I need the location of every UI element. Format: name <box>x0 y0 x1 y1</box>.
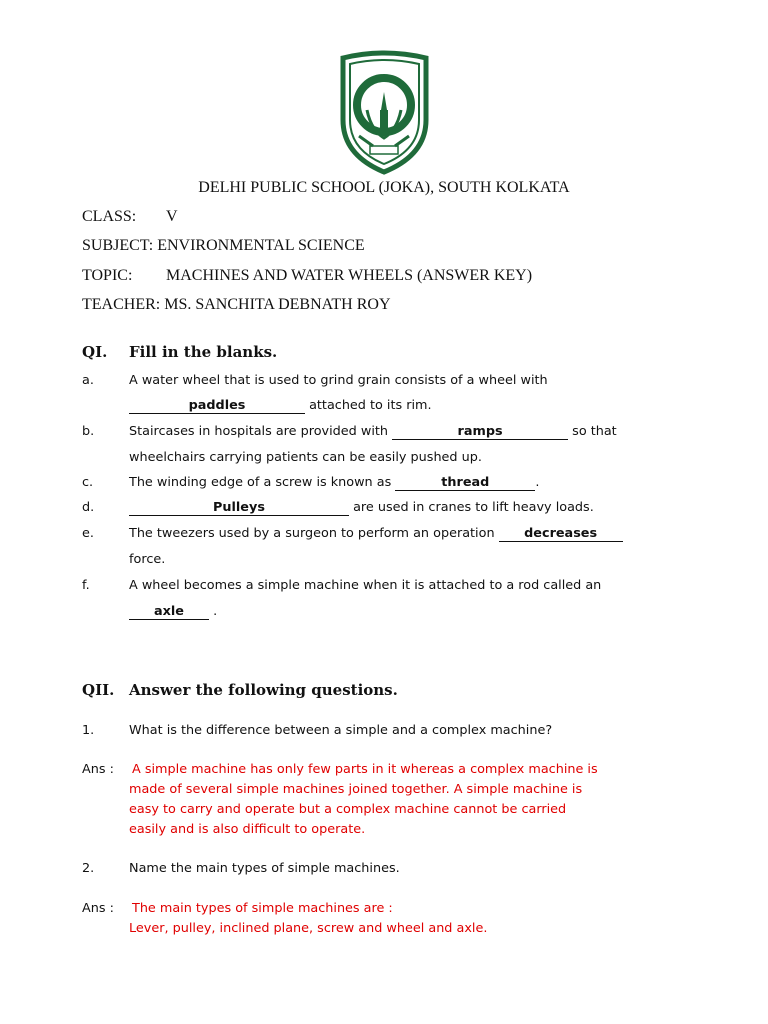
item-a-label: a. <box>82 373 94 388</box>
q1-ans-label: Ans : <box>82 762 114 777</box>
item-b-label: b. <box>82 424 95 439</box>
item-a-post: attached to its rim. <box>305 398 432 413</box>
item-f-blank: axle <box>129 605 209 620</box>
q2-answer <box>129 899 487 939</box>
q2-answer-line-1: The main types of simple machines are : <box>132 901 393 916</box>
topic-label: TOPIC: <box>82 267 133 284</box>
q1-answer-line-4: easily and is also difficult to operate. <box>129 822 366 837</box>
item-f-label: f. <box>82 578 90 593</box>
item-c-line <box>129 475 539 491</box>
q1-answer-line-3: easy to carry and operate but a complex machine cannot be carried <box>129 802 567 817</box>
section2-heading <box>82 681 398 699</box>
item-d-label: d. <box>82 500 95 515</box>
item-a-text: A water wheel that is used to grind grain consists of a wheel with <box>129 373 548 388</box>
q1-label: 1. <box>82 723 95 738</box>
item-a-line2 <box>129 398 432 414</box>
q1-answer <box>129 760 598 840</box>
item-d-line <box>129 500 594 516</box>
class-label: CLASS: <box>82 208 137 225</box>
item-b-line1 <box>129 424 617 440</box>
item-e-line1 <box>129 526 623 542</box>
item-f-text: A wheel becomes a simple machine when it is attached to a rod called an <box>129 578 602 593</box>
q2-ans-label: Ans : <box>82 901 114 916</box>
item-c-label: c. <box>82 475 94 490</box>
item-e-line2: force. <box>129 552 166 567</box>
school-name: DELHI PUBLIC SCHOOL (JOKA), SOUTH KOLKATA <box>198 179 570 196</box>
item-c-post: . <box>535 475 540 490</box>
class-value: V <box>166 208 178 225</box>
section1-number: QI. <box>82 343 108 361</box>
item-e-pre: The tweezers used by a surgeon to perform an operation <box>129 526 499 541</box>
q1-answer-line-1: A simple machine has only few parts in it whereas a complex machine is <box>132 762 598 777</box>
topic-value: MACHINES AND WATER WHEELS (ANSWER KEY) <box>166 267 533 284</box>
q2-label: 2. <box>82 861 95 876</box>
item-d-blank: Pulleys <box>129 501 349 516</box>
section1-heading <box>82 343 277 361</box>
q1-question: What is the difference between a simple and a complex machine? <box>129 723 553 738</box>
q1-answer-line-2: made of several simple machines joined together. A simple machine is <box>129 782 583 797</box>
class-line <box>82 208 178 226</box>
teacher-line: TEACHER: MS. SANCHITA DEBNATH ROY <box>82 296 391 313</box>
section2-number: QII. <box>82 681 115 699</box>
item-a-blank: paddles <box>129 399 305 414</box>
item-c-blank: thread <box>395 476 535 491</box>
topic-line <box>82 267 532 285</box>
item-f-post: . <box>209 604 218 619</box>
q2-answer-line-2: Lever, pulley, inclined plane, screw and wheel and axle. <box>129 921 488 936</box>
item-d-post: are used in cranes to lift heavy loads. <box>349 500 594 515</box>
item-b-post: so that <box>568 424 617 439</box>
q2-question: Name the main types of simple machines. <box>129 861 400 876</box>
item-f-line2 <box>129 604 217 620</box>
item-e-blank: decreases <box>499 527 623 542</box>
subject-line: SUBJECT: ENVIRONMENTAL SCIENCE <box>82 237 365 254</box>
item-b-line2: wheelchairs carrying patients can be easily pushed up. <box>129 450 482 465</box>
section2-title: Answer the following questions. <box>129 681 398 699</box>
item-b-pre: Staircases in hospitals are provided with <box>129 424 393 439</box>
school-logo <box>337 50 432 175</box>
section1-title: Fill in the blanks. <box>129 343 278 361</box>
item-c-pre: The winding edge of a screw is known as <box>129 475 396 490</box>
item-b-blank: ramps <box>392 425 568 440</box>
item-e-label: e. <box>82 526 94 541</box>
